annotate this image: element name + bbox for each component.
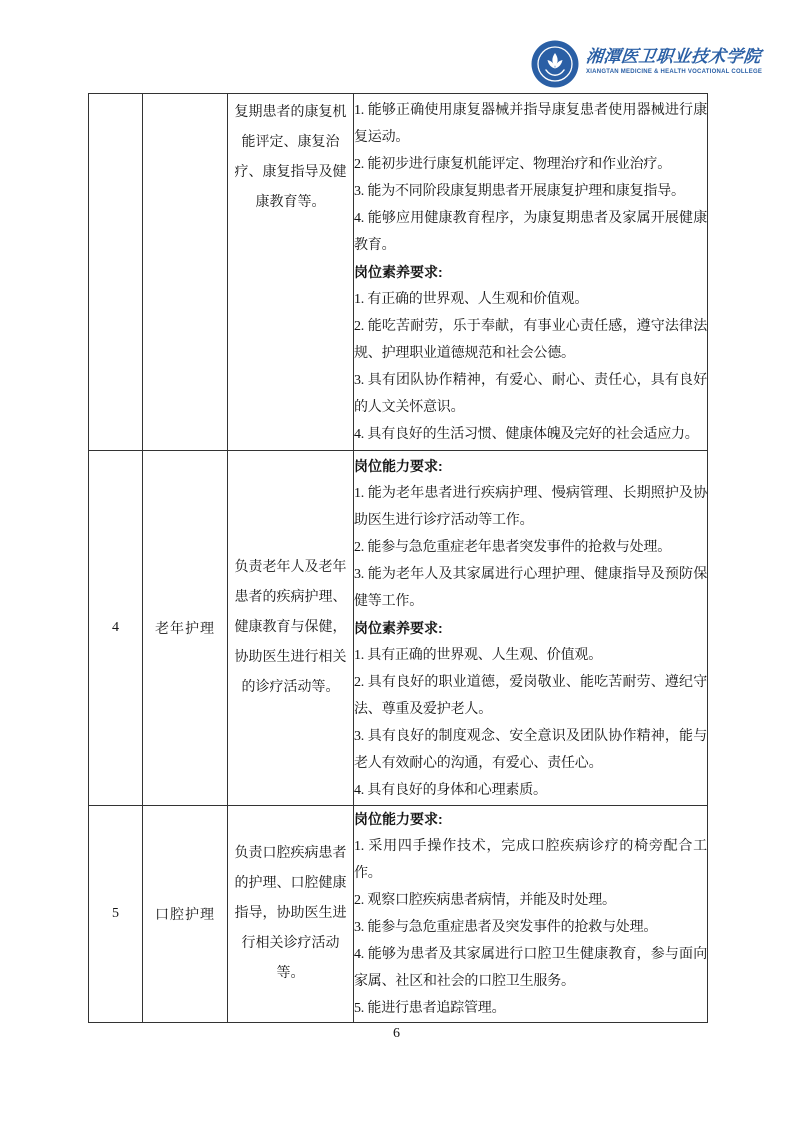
requirement-line: 2. 能吃苦耐劳，乐于奉献，有事业心责任感，遵守法律法规、护理职业道德规范和社会公德。 [354,318,707,361]
page-number: 6 [393,1026,400,1041]
requirement-line: 1. 具有正确的世界观、人生观、价值观。 [354,647,602,663]
row-number-cell [89,94,143,451]
requirement-line: 5. 能进行患者追踪管理。 [354,1001,506,1016]
requirement-section-heading: 岗位素养要求: [354,619,443,636]
table-row-oral-nursing [89,806,708,1023]
requirement-line: 4. 能够为患者及其家属进行口腔卫生健康教育，参与面向家属、社区和社会的口腔卫生服务。 [354,947,707,989]
page-header [531,40,762,88]
requirement-line: 4. 具有良好的身体和心理素质。 [354,782,547,798]
requirement-line: 2. 能参与急危重症老年患者突发事件的抢救与处理。 [354,539,671,555]
position-requirements-table [88,93,708,1023]
table-row-rehab-continued [89,94,708,451]
college-seal-icon [531,40,579,88]
requirement-line: 1. 采用四手操作技术，完成口腔疾病诊疗的椅旁配合工作。 [354,839,707,881]
table-row-geriatric-nursing [89,451,708,806]
position-duty-cell: 负责口腔疾病患者的护理、口腔健康指导，协助医生进行相关诊疗活动等。 [228,806,354,1023]
position-name-cell: 老年护理 [143,451,228,806]
requirement-line: 1. 能为老年患者进行疾病护理、慢病管理、长期照护及协助医生进行诊疗活动等工作。 [354,485,707,528]
requirement-line: 4. 能够应用健康教育程序，为康复期患者及家属开展健康教育。 [354,210,707,253]
college-name-zh: 湘潭医卫职业技术学院 [585,47,763,66]
position-requirements-cell [354,451,708,806]
college-logotype [586,40,762,75]
position-name-cell [143,94,228,451]
requirement-line: 3. 能为不同阶段康复期患者开展康复护理和康复指导。 [354,183,685,199]
requirement-section-heading: 岗位能力要求: [354,457,443,474]
position-requirements-cell [354,94,708,451]
college-name-en: XIANGTAN MEDICINE & HEALTH VOCATIONAL COLLEGE [586,69,763,75]
position-name-cell: 口腔护理 [143,806,228,1023]
requirement-section-heading: 岗位能力要求: [354,811,443,827]
requirement-line: 4. 具有良好的生活习惯、健康体魄及完好的社会适应力。 [354,426,699,442]
requirement-line: 2. 观察口腔疾病患者病情，并能及时处理。 [354,893,616,908]
row-number-cell: 4 [89,451,143,806]
position-duty-cell: 复期患者的康复机能评定、康复治疗、康复指导及健康教育等。 [228,94,354,451]
requirement-section-heading: 岗位素养要求: [354,263,443,280]
requirement-line: 1. 能够正确使用康复器械并指导康复患者使用器械进行康复运动。 [354,102,707,145]
requirement-line: 3. 具有良好的制度观念、安全意识及团队协作精神，能与老人有效耐心的沟通，有爱心、责任心。 [354,728,707,771]
requirement-line: 1. 有正确的世界观、人生观和价值观。 [354,291,589,307]
requirement-line: 3. 能为老年人及其家属进行心理护理、健康指导及预防保健等工作。 [354,566,707,609]
requirement-line: 2. 具有良好的职业道德，爱岗敬业、能吃苦耐劳、遵纪守法、尊重及爱护老人。 [354,674,707,717]
position-duty-cell: 负责老年人及老年患者的疾病护理、健康教育与保健，协助医生进行相关的诊疗活动等。 [228,451,354,806]
requirement-line: 2. 能初步进行康复机能评定、物理治疗和作业治疗。 [354,156,671,172]
requirement-line: 3. 具有团队协作精神，有爱心、耐心、责任心，具有良好的人文关怀意识。 [354,372,707,415]
requirement-line: 3. 能参与急危重症患者及突发事件的抢救与处理。 [354,920,658,935]
row-number-cell: 5 [89,806,143,1023]
position-requirements-cell [354,806,708,1023]
